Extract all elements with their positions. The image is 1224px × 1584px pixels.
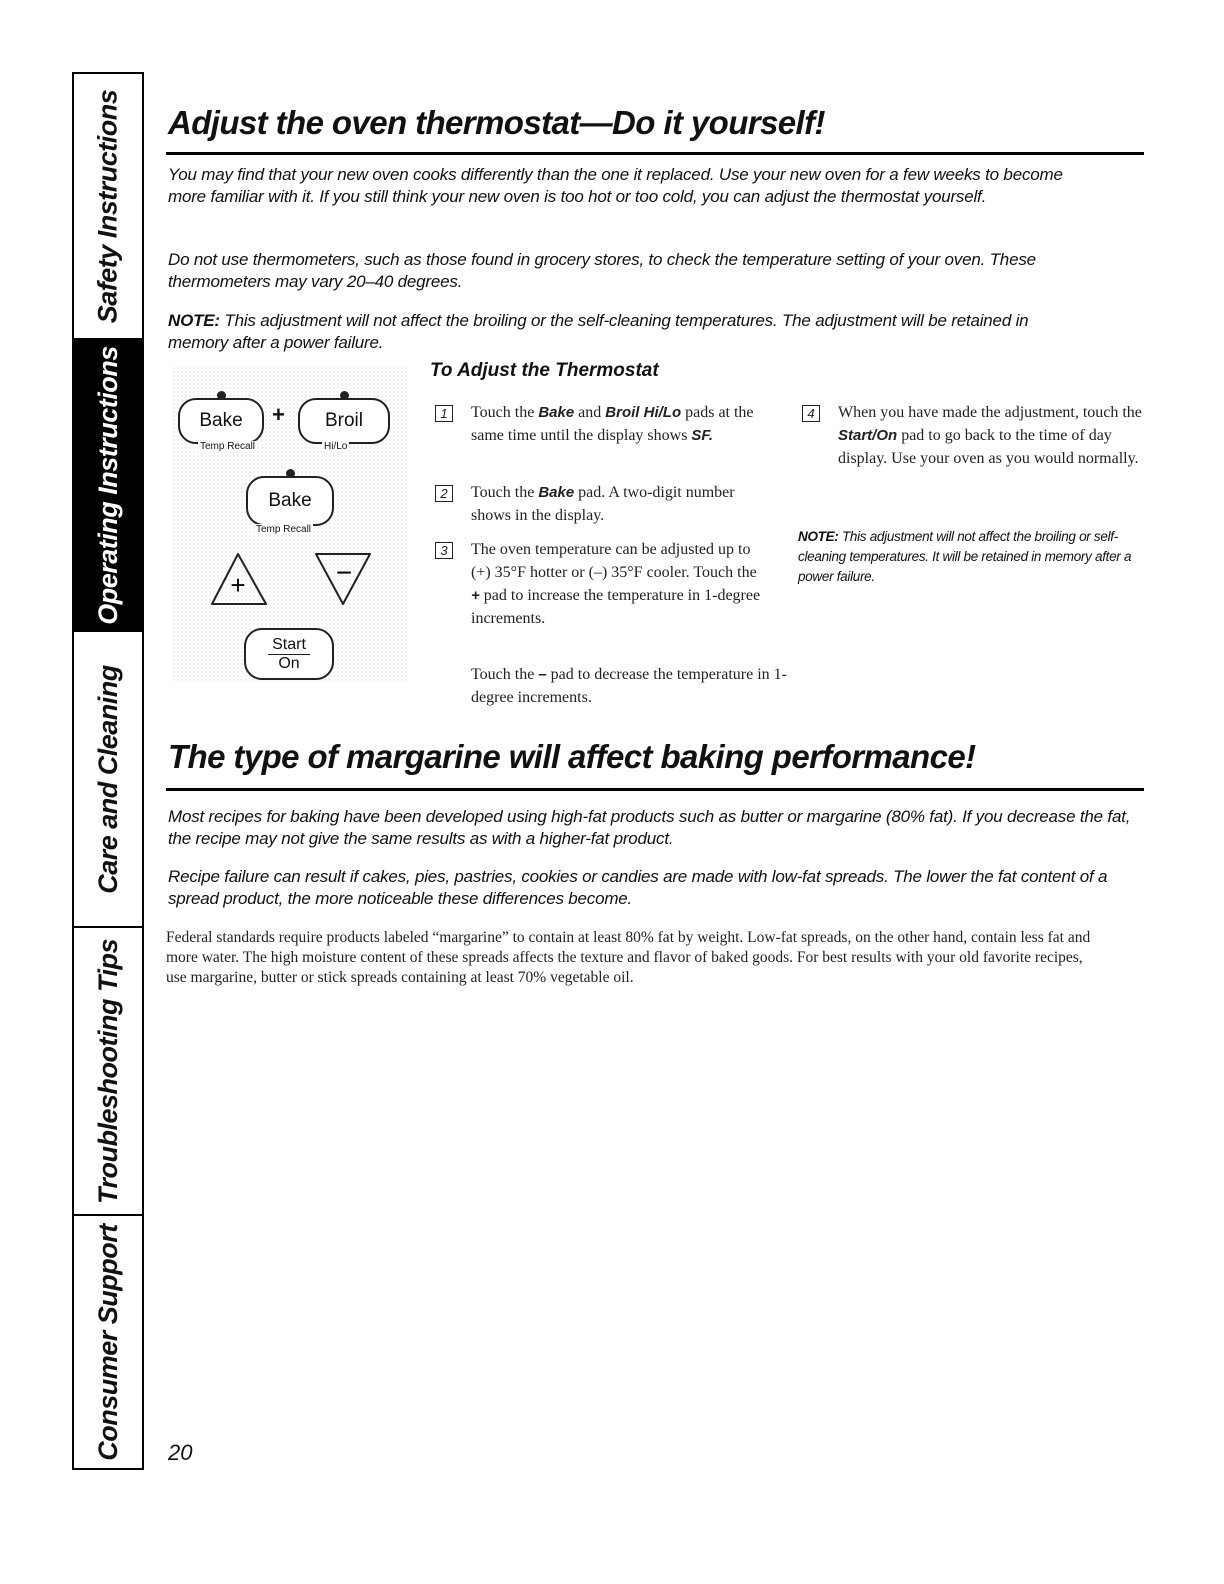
control-pad-illustration (172, 366, 408, 682)
tab-label: Operating Instructions (92, 345, 123, 625)
bake-pad (178, 398, 264, 444)
step-text: pad to increase the temperature in 1-degree increments. (471, 587, 761, 627)
tab-label: Safety Instructions (92, 89, 123, 323)
indicator-dot (340, 391, 349, 400)
thermometer-paragraph: Do not use thermometers, such as those found in grocery stores, to check the temperature setting of your oven. These thermometers may vary 20–40 degrees. (168, 250, 1036, 291)
step-text: Touch the (471, 484, 539, 501)
temp-recall-label-2: Temp Recall (256, 524, 312, 535)
note-text: This adjustment will not affect the broiling or the self-cleaning temperatures. The adjustment will be retained in memory after a power failure. (168, 311, 1029, 352)
display-code: SF. (691, 427, 714, 444)
section-title-thermostat: Adjust the oven thermostat—Do it yourself! (168, 104, 825, 141)
tab-operating-instructions[interactable] (74, 340, 142, 632)
start-pad-ref: Start/On (838, 427, 898, 444)
step-text: and (574, 404, 606, 421)
bake-pad-ref: Bake (538, 404, 575, 421)
hilo-label: Hi/Lo (324, 441, 348, 452)
broil-pad (298, 398, 390, 444)
title-rule (166, 788, 1144, 791)
note-label: NOTE: (798, 529, 839, 544)
section-tabs (72, 72, 144, 1470)
indicator-dot (286, 469, 295, 478)
arrow-pads (206, 546, 376, 610)
margarine-paragraph-2: Recipe failure can result if cakes, pies, pastries, cookies or candies are made with low-fat spreads. The lower the fat content of a spread product, the more noticeable these differences become. (168, 867, 1108, 908)
step-2 (440, 481, 771, 527)
steps-heading: To Adjust the Thermostat (430, 360, 659, 381)
bake-pad-2 (246, 476, 334, 526)
bake-pad-2-label: Bake (268, 490, 312, 511)
step-text: Touch the (471, 666, 539, 683)
temp-recall-label: Temp Recall (200, 441, 256, 452)
step-text: pad. A two-digit number shows in the display. (471, 484, 735, 524)
tab-label: Consumer Support (92, 1223, 123, 1461)
tab-care-and-cleaning[interactable] (74, 632, 142, 928)
tab-label: Troubleshooting Tips (92, 938, 123, 1204)
step-text: When you have made the adjustment, touch the (838, 404, 1142, 421)
start-on-pad (244, 628, 334, 680)
minus-key-glyph: − (335, 557, 353, 588)
step-text: pad to go back to the time of day display. Use your oven as you would normally. (838, 427, 1139, 467)
tab-troubleshooting-tips[interactable] (74, 928, 142, 1216)
step-text: Touch the (471, 404, 539, 421)
bake-pad-ref: Bake (538, 484, 575, 501)
plus-key-glyph: + (230, 570, 246, 600)
on-label: On (278, 654, 300, 672)
title-rule (166, 152, 1144, 155)
bake-pad-label: Bake (199, 410, 243, 431)
indicator-dot (217, 391, 226, 400)
step-number: 3 (435, 542, 453, 559)
section-title-margarine: The type of margarine will affect baking performance! (168, 738, 976, 775)
broil-pad-label: Broil (324, 410, 363, 431)
note-label: NOTE: (168, 311, 220, 330)
note-text: This adjustment will not affect the broiling or self-cleaning temperatures. It will be retained in memory after a power failure. (798, 529, 1132, 584)
margarine-paragraph-3: Federal standards require products labeled “margarine” to contain at least 80% fat by weight. Low-fat spreads, on the other hand, contain less fat and more water. The high moisture content of these spreads affects the texture and flavor of baked goods. For best results with your old favorite recipes, use margarine, butter or stick spreads containing at least 70% vegetable oil. (166, 929, 1091, 986)
steps-note (798, 527, 1148, 587)
step-3-continued (471, 663, 791, 709)
note-paragraph (168, 310, 1068, 354)
tab-consumer-support[interactable] (74, 1216, 142, 1468)
step-text: pad to decrease the temperature in 1-degree increments. (471, 666, 787, 706)
plus-pad-ref: + (471, 587, 480, 604)
margarine-paragraph-1: Most recipes for baking have been developed using high-fat products such as butter or margarine (80% fat). If you decrease the fat, the recipe may not give the same results as with a higher-fat product. (168, 807, 1131, 848)
page-number: 20 (168, 1440, 193, 1465)
step-number: 2 (435, 485, 453, 502)
intro-paragraph: You may find that your new oven cooks differently than the one it replaced. Use your new oven for a few weeks to become more familiar with it. If you still think your new oven is too hot or too cold, you can adjust the thermostat yourself. (168, 165, 1063, 206)
plus-sign: + (272, 402, 285, 427)
broil-pad-ref: Broil Hi/Lo (605, 404, 682, 421)
tab-label: Care and Cleaning (92, 664, 123, 894)
step-text: pads at the same time until the display shows (471, 404, 754, 444)
start-label: Start (268, 636, 310, 655)
minus-pad-ref: – (538, 666, 547, 683)
tab-safety-instructions[interactable] (74, 74, 142, 340)
step-number: 1 (435, 405, 453, 422)
step-number: 4 (802, 405, 820, 422)
step-text: The oven temperature can be adjusted up to (+) 35°F hotter or (–) 35°F cooler. Touch the (471, 541, 757, 581)
step-1 (440, 401, 783, 447)
step-4 (807, 401, 1148, 470)
step-3 (440, 538, 761, 630)
